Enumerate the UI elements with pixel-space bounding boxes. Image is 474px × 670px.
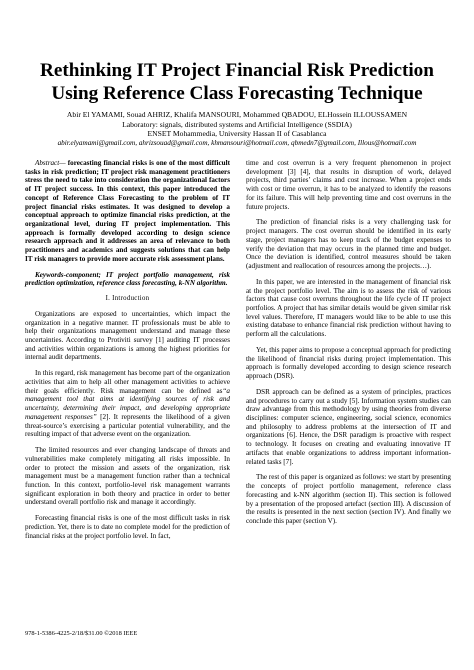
paragraph: The limited resources and ever changing landscape of threats and vulnerabilities make completely mitigating all risks impossible. In order to protect the mission and assets of the organization, risk management must be a management function rather than a technical function. In this context, portfolio-level risk management warrants significant exploration in both theory and practice in order to better understand overall portfolio risk and manage it accordingly. bbox=[25, 446, 230, 507]
section-heading-introduction: I. Introduction bbox=[105, 295, 150, 303]
author-affiliation: ENSET Mohammedia, University Hassan II of Casablanca bbox=[147, 129, 327, 139]
paragraph: time and cost overrun is a very frequent phenomenon in project development [3] [4], that results in disruption of work, delayed projects, third parties’ claims and cost increase. When a project ends with cost or time overrun, it has to be analyzed to identify the reasons for its failure. This will help preventing time and cost overruns in the future projects. bbox=[246, 159, 451, 211]
paragraph: Yet, this paper aims to propose a conceptual approach for predicting the likelihood of financial risks during project implementation. This approach is formally developed according to design science research approach (DSR). bbox=[246, 345, 451, 381]
title-line-2: Using Reference Class Forecasting Technique bbox=[51, 83, 423, 104]
right-column bbox=[246, 159, 451, 533]
abstract-label: Abstract— bbox=[35, 159, 66, 167]
author-emails: abir.elyamami@gmail.com, ahrizsouad@gmail.com, khmansouri@hotmail.com, qbmedn7@gmail.com, Illous@hotmail.com bbox=[57, 138, 417, 147]
keywords-label: Keywords-component; bbox=[35, 270, 101, 279]
paragraph: In this paper, we are interested in the management of financial risk at the project portfolio level. The aim is to assess the risk of various factors that cause cost overruns throughout the life cycle of IT project portfolios. A project that has similar details would be given similar risk level values. Therefore, IT managers would like to be able to use this existing database to enhance financial risk prediction without having to perform all the calculations. bbox=[246, 277, 451, 339]
author-names: Abir El YAMAMI, Souad AHRIZ, Khalifa MANSOURI, Mohammed QBADOU, ELHossein ILLOUSSAMEN bbox=[66, 110, 408, 119]
copyright-footer: 978-1-5386-4225-2/18/$31.00 ©2018 IEEE bbox=[25, 630, 138, 637]
paragraph: Organizations are exposed to uncertainties, which impact the organization in a negative manner. IT professionals must be able to help their organizations management understand and manage these uncertainties. According to Protiviti survey [1] auditing IT processes and activities within organizations is among the highest priorities for internal audit departments. bbox=[25, 309, 230, 362]
title-line-1: Rethinking IT Project Financial Risk Prediction bbox=[40, 60, 434, 81]
paragraph: DSR approach can be defined as a system of principles, practices and procedures to carry out a study [5]. Information system studies can draw advantage from this methodology by using theories from diverse disciplines: computer science, engineering, social science, economics and philosophy to address problems at the intersection of IT and organizations [6]. Hence, the DSR paradigm is proactive with respect to technology. It focuses on creating and evaluating innovative IT artifacts that enable organizations to address important information-related tasks [7]. bbox=[246, 387, 451, 466]
paragraph-text: [2]. It represents the likelihood of a given threat-source’s exercising a particular potential vulnerability, and the resulting impact of that adverse event on the organization. bbox=[25, 412, 230, 439]
paragraph-text: In this regard, risk management has become part of the organization activities that aim to help all other management activities to achieve their goals efficiently. Risk management can be defined as bbox=[25, 369, 230, 395]
paper-title bbox=[20, 59, 454, 105]
author-block bbox=[20, 110, 454, 148]
abstract-text: forecasting financial risks is one of the most difficult tasks in risk prediction; IT project risk management practitioners stress the need to take into consideration the organizational factors of IT project success. In this context, this paper introduced the concept of Reference Class Forecasting to the problem of IT project financial risks estimates. It was designed to develop a conceptual approach to optimize financial risks prediction, at the organizational level, during IT project implementation. This approach is formally developed according to design science research approach and it addresses an area of relevance to both practitioners and academics and suggests solutions that can help IT risk managers to provide more accurate risk assessment plans. bbox=[25, 159, 230, 263]
keywords-text: IT project portfolio management, risk prediction optimization, reference class forecasting, k-NN algorithm. bbox=[25, 270, 230, 288]
paragraph: The prediction of financial risks is a very challenging task for project managers. The cost overrun should be identified in its early stage, project managers has to keep track of the budget expenses to verify the deviation that may occurs in the planned time and budget. Once the deviation is identified, control measures should be taken (adjustment and reallocation of resources among the projects…). bbox=[246, 218, 451, 270]
paragraph: The rest of this paper is organized as follows: we start by presenting the concepts of project portfolio management, reference class forecasting and k-NN algorithm (section II). This section is followed by a presentation of the proposed artefact (section III). A discussion of the results is presented in the next section (section IV). And finally we conclude this paper (section V). bbox=[246, 473, 451, 525]
abstract bbox=[25, 159, 230, 263]
left-column bbox=[25, 159, 230, 548]
risk-definition-quote: “a management tool that aims at identifying sources of risk and uncertainty, determining their impact, and developing appropriate management responses” bbox=[25, 386, 230, 421]
paragraph bbox=[25, 369, 230, 439]
keywords bbox=[25, 271, 230, 288]
paragraph: Forecasting financial risks is one of the most difficult tasks in risk prediction. Yet, there is to date no complete model for the prediction of financial risks at the project portfolio level. In fact, bbox=[25, 514, 230, 540]
author-lab: Laboratory: signals, distributed systems and Artificial Intelligence (SSDIA) bbox=[122, 119, 352, 129]
